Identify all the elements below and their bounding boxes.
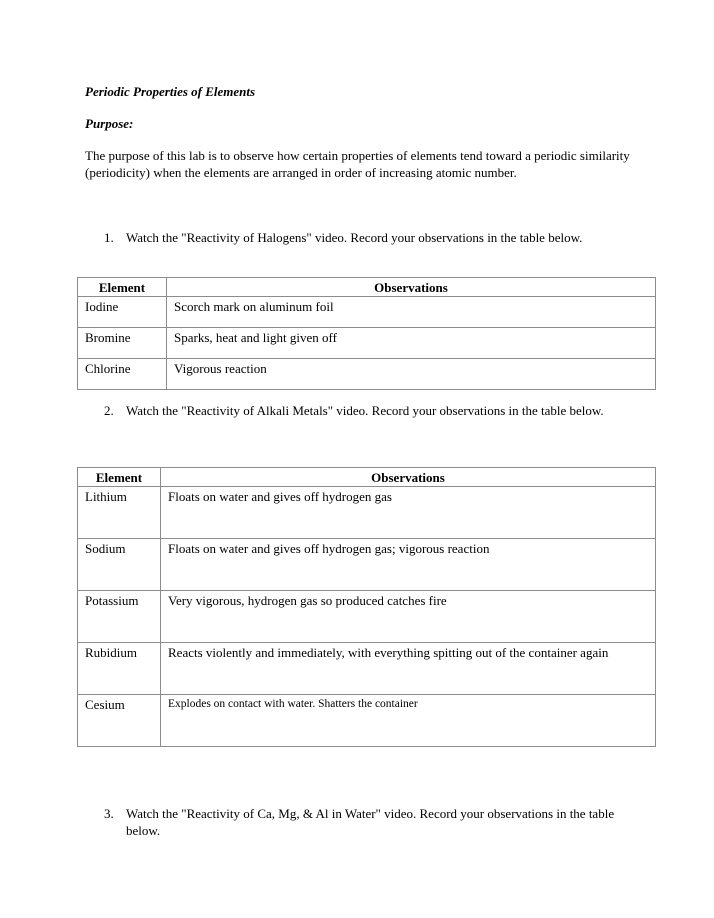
table-header-row <box>78 278 656 297</box>
element-cell[interactable]: Sodium <box>78 539 161 591</box>
question-number: 1. <box>104 230 114 245</box>
question-2 <box>104 402 634 419</box>
observation-cell[interactable]: Scorch mark on aluminum foil <box>167 297 656 328</box>
table-row <box>78 487 656 539</box>
question-text: Watch the "Reactivity of Ca, Mg, & Al in Water" video. Record your observations in the table below. <box>126 806 615 838</box>
observation-cell[interactable]: Floats on water and gives off hydrogen gas; vigorous reaction <box>161 539 656 591</box>
question-number: 3. <box>104 806 114 821</box>
purpose-heading: Purpose: <box>85 116 134 131</box>
table-header-row <box>78 468 656 487</box>
element-column-header: Element <box>78 468 161 487</box>
observations-column-header: Observations <box>161 468 656 487</box>
table-row <box>78 643 656 695</box>
table-row <box>78 297 656 328</box>
table-row <box>78 328 656 359</box>
observation-cell[interactable]: Reacts violently and immediately, with everything spitting out of the container again <box>161 643 656 695</box>
question-text: Watch the "Reactivity of Alkali Metals" video. Record your observations in the table below. <box>126 403 604 418</box>
alkali-metals-table <box>77 467 656 747</box>
element-column-header: Element <box>78 278 167 297</box>
question-3 <box>104 805 634 839</box>
question-text: Watch the "Reactivity of Halogens" video. Record your observations in the table below. <box>126 230 583 245</box>
element-cell[interactable]: Bromine <box>78 328 167 359</box>
observation-cell[interactable]: Very vigorous, hydrogen gas so produced catches fire <box>161 591 656 643</box>
element-cell[interactable]: Rubidium <box>78 643 161 695</box>
observations-column-header: Observations <box>167 278 656 297</box>
element-cell[interactable]: Cesium <box>78 695 161 747</box>
question-1 <box>104 229 634 246</box>
observation-cell[interactable]: Floats on water and gives off hydrogen gas <box>161 487 656 539</box>
intro-paragraph: The purpose of this lab is to observe how certain properties of elements tend toward a periodic similarity (periodicity) when the elements are arranged in order of increasing atomic number. <box>85 148 630 180</box>
observation-cell[interactable]: Explodes on contact with water. Shatters the container <box>161 695 656 747</box>
table-row <box>78 695 656 747</box>
table-row <box>78 591 656 643</box>
element-cell[interactable]: Iodine <box>78 297 167 328</box>
question-number: 2. <box>104 403 114 418</box>
element-cell[interactable]: Lithium <box>78 487 161 539</box>
table-row <box>78 359 656 390</box>
halogens-table <box>77 277 656 390</box>
observation-cell[interactable]: Vigorous reaction <box>167 359 656 390</box>
element-cell[interactable]: Potassium <box>78 591 161 643</box>
page-title: Periodic Properties of Elements <box>85 84 256 99</box>
element-cell[interactable]: Chlorine <box>78 359 167 390</box>
table-row <box>78 539 656 591</box>
observation-cell[interactable]: Sparks, heat and light given off <box>167 328 656 359</box>
